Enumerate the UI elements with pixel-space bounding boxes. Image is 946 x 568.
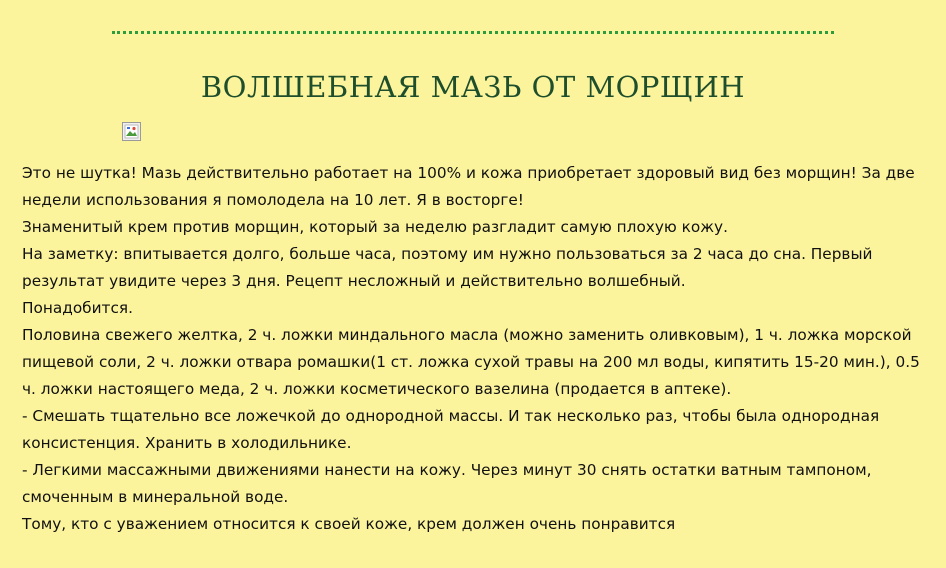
page-title: ВОЛШЕБНАЯ МАЗЬ ОТ МОРЩИН	[200, 70, 746, 104]
paragraph-note: На заметку: впитывается долго, больше часа, поэтому им нужно пользоваться за 2 часа до сна. Первый результат увидите через 3 дня. Рецепт несложный и действительно волшебный.	[22, 245, 873, 290]
paragraph-needed: Понадобится.	[22, 299, 133, 317]
paragraph-intro: Это не шутка! Мазь действительно работает на 100% и кожа приобретает здоровый вид без морщин! За две недели использования я помолодела на 10 лет. Я в восторге!	[22, 164, 915, 209]
broken-image-icon	[122, 122, 141, 141]
paragraph-mix-step: - Смешать тщательно все ложечкой до однородной массы. И так несколько раз, чтобы была однородная консистенция. Хранить в холодильнике.	[22, 407, 880, 452]
paragraph-closing: Тому, кто с уважением относится к своей коже, крем должен очень понравится	[22, 515, 676, 533]
paragraph-apply-step: - Легкими массажными движениями нанести на кожу. Через минут 30 снять остатки ватным тампоном, смоченным в минеральной воде.	[22, 461, 872, 506]
article-body	[22, 160, 927, 538]
paragraph-famous-cream: Знаменитый крем против морщин, который за неделю разгладит самую плохую кожу.	[22, 218, 728, 236]
paragraph-ingredients: Половина свежего желтка, 2 ч. ложки миндального масла (можно заменить оливковым), 1 ч. ложка морской пищевой соли, 2 ч. ложки отвара ромашки(1 ст. ложка сухой травы на 200 мл воды, кипятить 15-20 мин.), 0.5 ч. ложки настоящего меда, 2 ч. ложки косметического вазелина (продается в аптеке).	[22, 326, 920, 398]
dotted-divider	[112, 31, 834, 34]
